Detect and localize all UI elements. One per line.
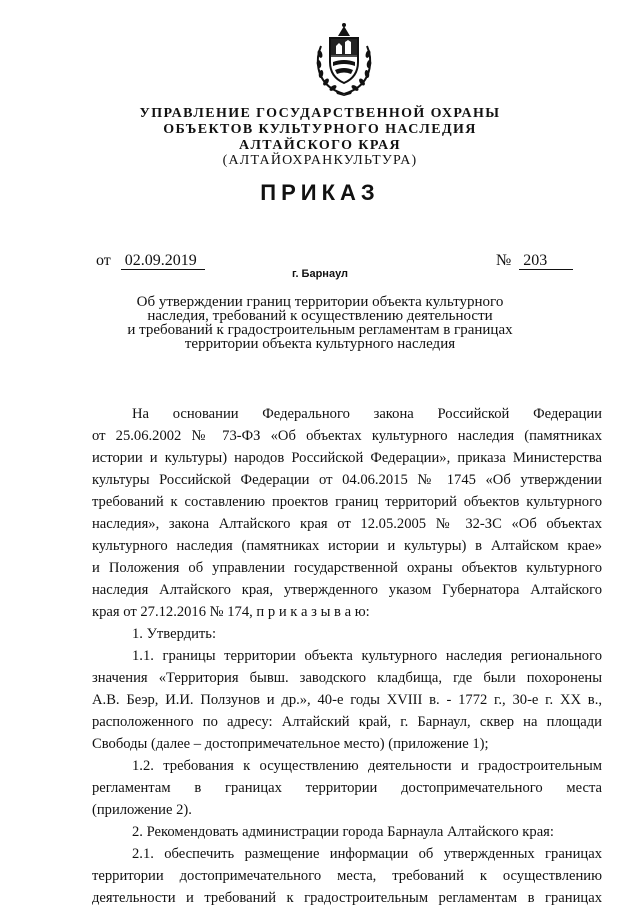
body-line: расположенного по адресу: Алтайский край, г. Барнаул, сквер на площади: [92, 714, 602, 730]
body-line: На основании Федерального закона Российской Федерации: [132, 406, 602, 422]
date-prefix: от: [96, 252, 111, 269]
city-name: г. Барнаул: [291, 268, 349, 280]
order-subject: [60, 295, 580, 351]
subject-line: территории объекта культурного наследия: [184, 336, 456, 352]
body-line: и Положения об управлении государственной охраны объектов культурного: [92, 560, 602, 576]
body-line: истории и культуры) народов Российской Федерации», приказа Министерства: [92, 450, 602, 466]
body-line: 2.1. обеспечить размещение информации об утвержденных границах: [132, 846, 602, 862]
body-line: территории достопримечательного места, требований к осуществлению: [92, 868, 602, 884]
subject-line: Об утверждении границ территории объекта культурного: [136, 294, 504, 310]
body-line: 1.2. требования к осуществлению деятельности и градостроительным: [132, 758, 602, 774]
body-line: наследия Алтайского края, утвержденного указом Губернатора Алтайского: [92, 582, 602, 598]
document-title: ПРИКАЗ: [260, 180, 380, 205]
org-short-name: (АЛТАЙОХРАНКУЛЬТУРА): [222, 153, 418, 168]
item-1-heading: 1. Утвердить:: [132, 626, 217, 642]
body-line: от 25.06.2002 № 73-ФЗ «Об объектах культурного наследия (памятниках: [92, 428, 602, 444]
body-line: требований к составлению проектов границ территорий объектов культурного: [92, 494, 602, 510]
org-name-line-3: АЛТАЙСКОГО КРАЯ: [238, 138, 402, 153]
body-line: деятельности и требований к градостроительным регламентам в границах: [92, 890, 602, 906]
subject-line: и требований к градостроительным регламентам в границах: [127, 322, 513, 338]
org-name-line-1: УПРАВЛЕНИЕ ГОСУДАРСТВЕННОЙ ОХРАНЫ: [139, 106, 501, 121]
body-line: культурного наследия (памятниках истории и культуры) в Алтайском крае»: [92, 538, 602, 554]
number-prefix: №: [496, 252, 512, 269]
subject-line: наследия, требований к осуществлению деятельности: [147, 308, 493, 324]
body-line: А.В. Беэр, И.И. Ползунов и др.», 40-е годы XVIII в. - 1772 г., 30-е г. XX в.,: [92, 692, 602, 708]
org-name-line-2: ОБЪЕКТОВ КУЛЬТУРНОГО НАСЛЕДИЯ: [163, 122, 477, 137]
body-line: Свободы (далее – достопримечательное место) (приложение 1);: [92, 736, 489, 752]
coat-of-arms-icon: [311, 22, 377, 96]
body-line: культуры Российской Федерации от 04.06.2015 № 1745 «Об утверждении: [92, 472, 602, 488]
order-number: 203: [519, 252, 573, 270]
body-line: наследия», закона Алтайского края от 12.05.2005 № 32-ЗС «Об объектах: [92, 516, 602, 532]
body-line: регламентам в границах территории достопримечательного места: [92, 780, 602, 796]
body-line: края от 27.12.2016 № 174, п р и к а з ы в а ю:: [92, 604, 370, 620]
body-line: значения «Территория бывш. заводского кладбища, где были похоронены: [92, 670, 602, 686]
order-date: 02.09.2019: [121, 252, 205, 270]
item-2-heading: 2. Рекомендовать администрации города Барнаула Алтайского края:: [132, 824, 554, 840]
body-line: (приложение 2).: [92, 802, 192, 818]
body-line: 1.1. границы территории объекта культурного наследия регионального: [132, 648, 602, 664]
